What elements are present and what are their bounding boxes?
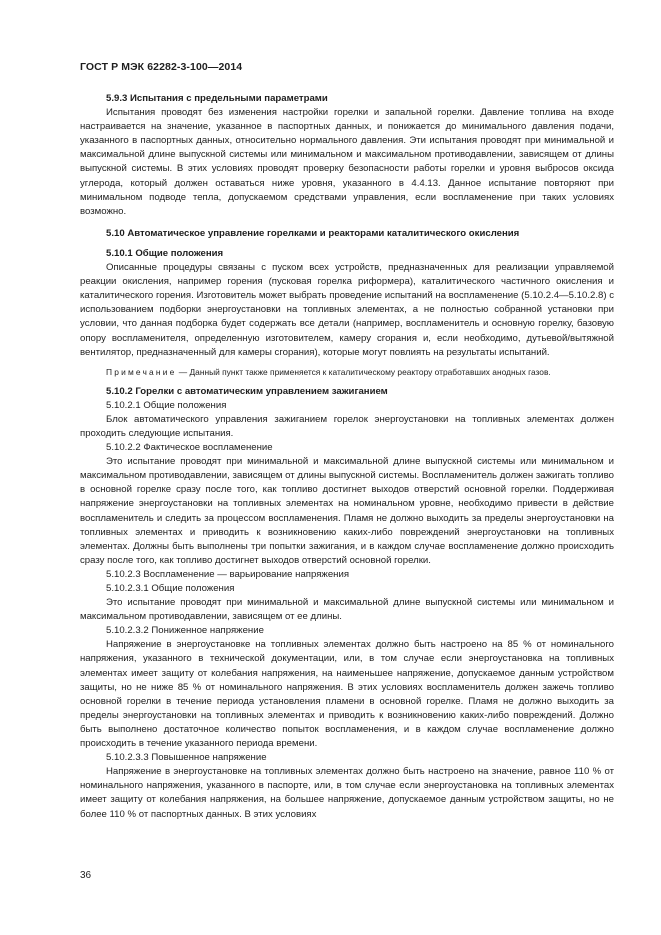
section-5-10-2-2-title: 5.10.2.2 Фактическое воспламенение: [106, 442, 273, 454]
document-body: [80, 92, 614, 822]
note: [80, 366, 614, 379]
section-5-10-2-3-2-body: Напряжение в энергоустановке на топливных элементах должно быть настроено на 85 % от номинального напряжения, указанного в технической документации, или, в том случае если энергоустановка на топливных элементах имеет защиту от колебания напряжения, на наименьшее напряжение, допускаемое данным устройством защиты, но не ниже 85 % от номинального напряжения. В этих условиях воспламенитель должен зажечь топливо основной горелки в течение периода установления пламени в основной горелке. Пламя не должно выходить за пределы энергоустановки на топливных элементах и приводить к возникновению каких-либо повреждений. Должно быть выполнено достаточное количество попыток воспламенения, и в каждом случае воспламенение должно происходить в течение указанного периода времени.: [80, 639, 614, 750]
section-5-10-2-3-3-title: 5.10.2.3.3 Повышенное напряжение: [106, 752, 267, 764]
section-5-10-2-3-1-body: Это испытание проводят при минимальной и максимальной длине выпускной системы или минимальном и максимальном противодавлении, зависящем от ее длины.: [80, 597, 614, 623]
section-5-10-2-3-title: 5.10.2.3 Воспламенение — варьирование напряжения: [106, 568, 350, 580]
page-number: 36: [80, 870, 92, 881]
section-5-9-3-title: 5.9.3 Испытания с предельными параметрами: [106, 93, 328, 104]
section-5-10-2-1-body: Блок автоматического управления зажиганием горелок энергоустановки на топливных элементах должен проходить следующие испытания.: [80, 413, 614, 439]
section-5-10-2-1-title: 5.10.2.1 Общие положения: [106, 399, 227, 411]
section-5-10-2-3-2-title: 5.10.2.3.2 Пониженное напряжение: [106, 625, 264, 637]
section-5-10-2-3-1-title: 5.10.2.3.1 Общие положения: [106, 583, 235, 594]
section-5-10-2-3-3-body: Напряжение в энергоустановке на топливных элементах должно быть настроено на значение, равное 110 % от номинального напряжения, указанного в паспорте, или, в том случае если энергоустановка на топливных элементах имеет защиту от колебания напряжения, на большее напряжение, допускаемое данным устройством защиты, но не более 110 % от паспортных данных. В этих условиях: [80, 766, 614, 820]
section-5-10-1-body: Описанные процедуры связаны с пуском всех устройств, предназначенных для реализации управляемой реакции окисления, например горения (пусковая горелка риформера), каталитического частичного окисления и каталитического горения. Изготовитель может выбрать проведение испытаний на воспламенение (5.10.2.4—5.10.2.8) с использованием подборки энергоустановки на топливных элементах, а не полностью собранной установки при условии, что данная подборка будет содержать все детали (например, воспламенитель и основную горелку, базовую опору воспламенителя, определенную изготовителем, камеру сгорания и, если необходимо, дутьевой/вытяжной вентилятор, предназначенный для камеры сгорания), которые могут повлиять на результаты испытаний.: [80, 262, 614, 358]
note-label: Примечание: [106, 366, 177, 377]
section-5-10-title: 5.10 Автоматическое управление горелками и реакторами каталитического окисления: [106, 227, 520, 239]
section-5-10-1-title: 5.10.1 Общие положения: [106, 247, 224, 259]
section-5-9-3-body: Испытания проводят без изменения настройки горелки и запальной горелки. Давление топлива на входе настраивается на значение, указанное в паспортных данных, и понижается до минимального давления подачи, указанного в паспортных данных, относительно нормального давления. Эти испытания проводят при минимальной и максимальной длине выпускной системы или минимальном и максимальном противодавлении, зависящем от длины выпускной системы. В этих условиях проводят проверку безопасности работы горелки и уровня выбросов оксида углерода, который должен оставаться ниже уровня, указанного в 4.4.13. Данное испытание повторяют при минимальном подводе тепла, допускаемом средствами управления, если воспламенение при таких условиях возможно.: [80, 107, 614, 217]
note-text: — Данный пункт также применяется к каталитическому реактору отработавших анодных газов.: [176, 366, 551, 377]
document-header: ГОСТ Р МЭК 62282-3-100—2014: [80, 61, 243, 73]
section-5-10-2-2-body: Это испытание проводят при минимальной и максимальной длине выпускной системы или минимальном и максимальном противодавлении, зависящем от длины выпускной системы. Воспламенитель должен зажигать топливо в основной горелке сразу после того, как топливо достигнет выходов отверстий основной горелки. Поддерживая напряжение энергоустановки на топливных элементах на номинальном уровне, необходимо привести в действие воспламенитель и следить за процессом воспламенения. Пламя не должно выходить за пределы энергоустановки на топливных элементах и приводить к возникновению каких-либо повреждений энергоустановки на топливных элементах. Должны быть выполнены три попытки зажигания, и в каждом случае воспламенение должно происходить сразу после того, как топливо достигнет выходов отверстий основной горелки.: [80, 456, 614, 566]
section-5-10-2-title: 5.10.2 Горелки с автоматическим управлением зажиганием: [106, 385, 388, 397]
